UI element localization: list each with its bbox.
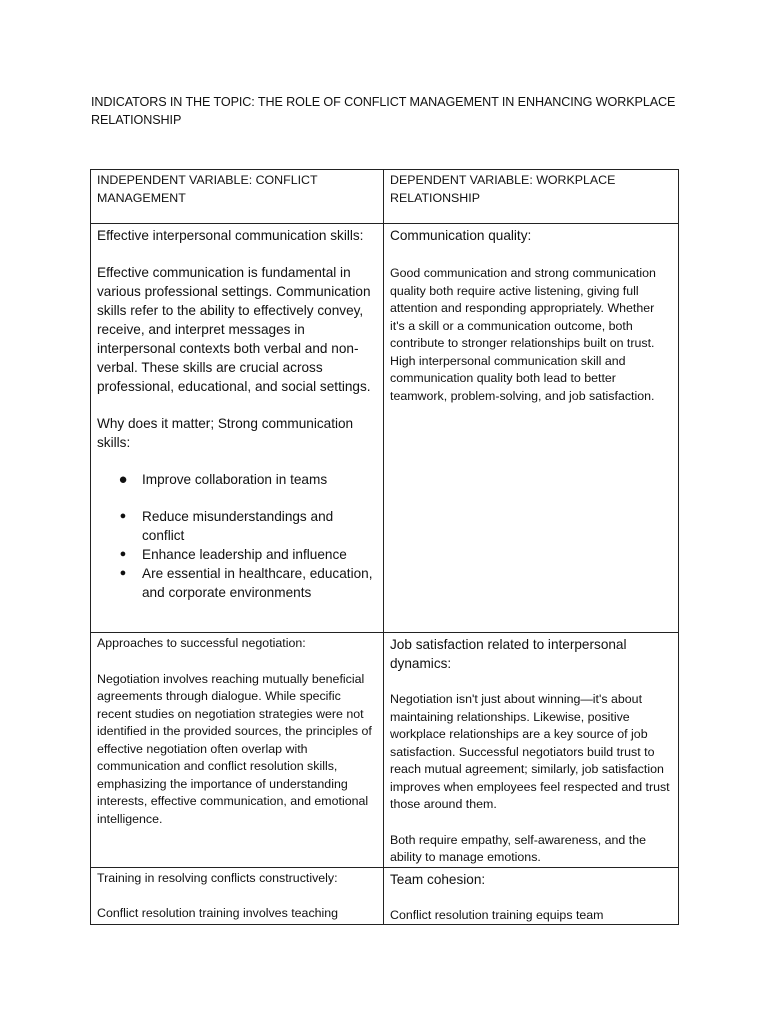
list-item-text: Reduce misunderstandings and conflict	[142, 509, 334, 543]
indicators-table	[90, 169, 679, 925]
negotiation-body: Negotiation involves reaching mutually beneficial agreements through dialogue. While specific recent studies on negotiation strategies were not identified in the provided sources, the principles of effective negotiation often overlap with communication and conflict resolution skills, emphasizing the importance of understanding interests, effective communication, and emotional intelligence.	[97, 671, 372, 826]
table-cell	[384, 633, 679, 868]
communication-quality-body: Good communication and strong communication quality both require active listening, giving full attention and responding appropriately. Whether it's a skill or a communication outcome, both contribute to stronger relationships built on trust. High interpersonal communication skill and communication quality both lead to better teamwork, problem-solving, and job satisfaction.	[390, 266, 656, 403]
list-item	[97, 507, 377, 545]
bullet-icon: ●	[119, 548, 127, 560]
training-heading: Training in resolving conflicts constructively:	[97, 870, 338, 885]
list-item	[97, 564, 377, 602]
team-cohesion-heading: Team cohesion:	[390, 871, 486, 887]
communication-skills-heading: Effective interpersonal communication skills:	[97, 228, 364, 243]
table-cell	[384, 170, 679, 224]
list-item-text: Improve collaboration in teams	[142, 472, 328, 487]
table-row	[91, 224, 679, 633]
job-satisfaction-body: Negotiation isn't just about winning—it's about maintaining relationships. Likewise, positive workplace relationships are a key source of job satisfaction. Successful negotiators build trust to reach mutual agreement; similarly, job satisfaction improves when employees feel respected and trust those around them.	[390, 692, 670, 811]
list-item-text: Are essential in healthcare, education, and corporate environments	[142, 566, 373, 600]
table-cell	[384, 224, 679, 633]
bullet-icon: ●	[119, 510, 127, 522]
job-satisfaction-heading: Job satisfaction related to interpersonal dynamics:	[390, 637, 627, 671]
dependent-variable-header: DEPENDENT VARIABLE: WORKPLACE RELATIONSHIP	[390, 173, 616, 205]
table-cell	[91, 170, 384, 224]
communication-quality-heading: Communication quality:	[390, 228, 532, 243]
independent-variable-header: INDEPENDENT VARIABLE: CONFLICT MANAGEMENT	[97, 173, 318, 205]
benefits-list	[97, 470, 377, 602]
table-cell	[91, 867, 384, 925]
table-row	[91, 633, 679, 868]
table-row	[91, 867, 679, 925]
table-header-row	[91, 170, 679, 224]
table-cell	[91, 633, 384, 868]
team-cohesion-body: Conflict resolution training equips team	[390, 907, 604, 922]
bullet-icon: ●	[119, 567, 127, 579]
why-it-matters-text: Why does it matter; Strong communication skills:	[97, 416, 354, 450]
list-item-text: Enhance leadership and influence	[142, 547, 347, 562]
job-satisfaction-body-2: Both require empathy, self-awareness, and the ability to manage emotions.	[390, 832, 646, 864]
list-item	[97, 545, 377, 564]
table-cell	[384, 867, 679, 925]
table-cell	[91, 224, 384, 633]
negotiation-heading: Approaches to successful negotiation:	[97, 636, 306, 650]
list-item	[97, 470, 377, 489]
document-title: INDICATORS IN THE TOPIC: THE ROLE OF CONFLICT MANAGEMENT IN ENHANCING WORKPLACE RELATIONSHIP	[91, 95, 676, 127]
bullet-icon: ●	[118, 471, 128, 488]
communication-skills-body: Effective communication is fundamental in various professional settings. Communication skills refer to the ability to effectively convey, receive, and interpret messages in interpersonal contexts both verbal and non-verbal. These skills are crucial across professional, educational, and social settings.	[97, 265, 371, 394]
training-body: Conflict resolution training involves teaching	[97, 906, 339, 920]
